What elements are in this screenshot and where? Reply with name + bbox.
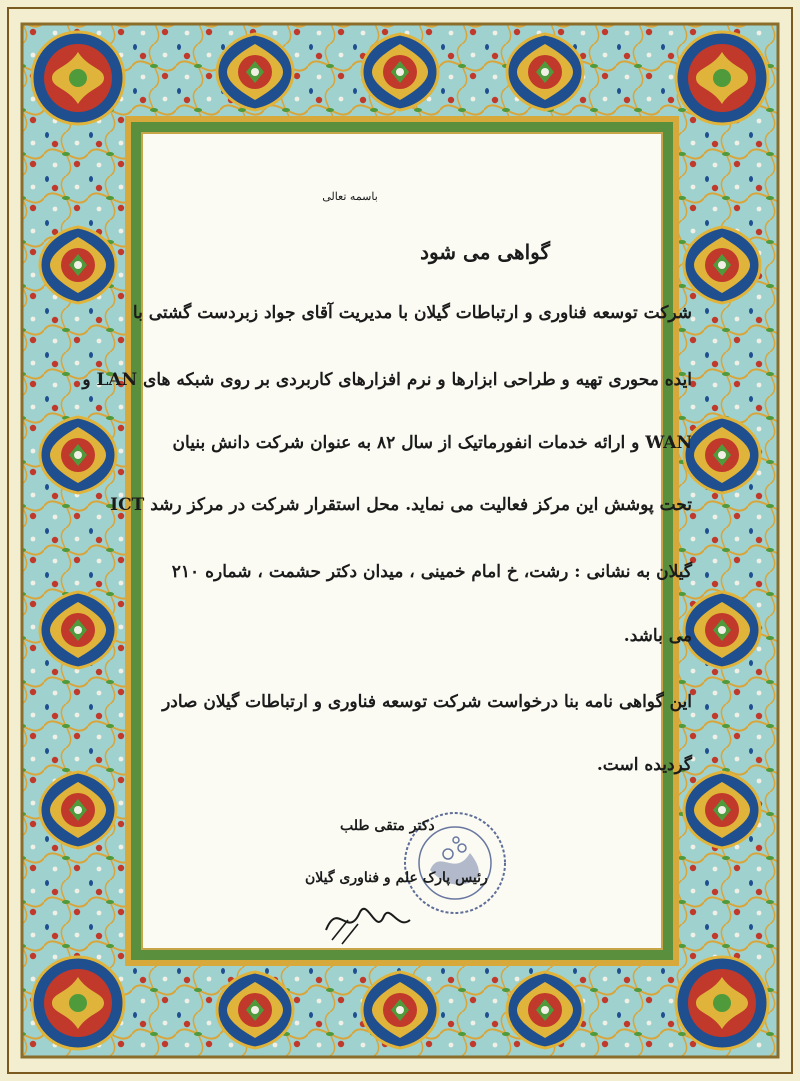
body-line-6: می باشد. bbox=[623, 626, 692, 646]
signer-title: رئیس پارک علم و فناوری گیلان bbox=[305, 870, 488, 886]
body-line-2: ایده محوری تهیه و طراحی ابزارها و نرم افزارهای کاربردی بر روی شبکه های LAN و bbox=[82, 370, 692, 390]
invocation-text: باسمه تعالی bbox=[322, 190, 378, 203]
handwritten-signature bbox=[318, 890, 418, 950]
body-line-7: این گواهی نامه بنا درخواست شرکت توسعه فناوری و ارتباطات گیلان صادر bbox=[162, 692, 692, 712]
certificate-heading: گواهی می شود bbox=[420, 240, 550, 264]
body-line-5: گیلان به نشانی : رشت، خ امام خمینی ، میدان دکتر حشمت ، شماره ۲۱۰ bbox=[171, 562, 692, 582]
body-line-1: شرکت توسعه فناوری و ارتباطات گیلان با مدیریت آقای جواد زبردست گشتی با bbox=[132, 303, 692, 323]
body-line-4: تحت پوشش این مرکز فعالیت می نماید. محل استقرار شرکت در مرکز رشد ICT bbox=[110, 495, 692, 515]
body-line-3: WAN و ارائه خدمات انفورماتیک از سال ۸۲ به عنوان شرکت دانش بنیان bbox=[172, 433, 692, 453]
signer-name: دکتر متقی طلب bbox=[340, 818, 435, 834]
body-line-8: گردیده است. bbox=[596, 755, 692, 775]
